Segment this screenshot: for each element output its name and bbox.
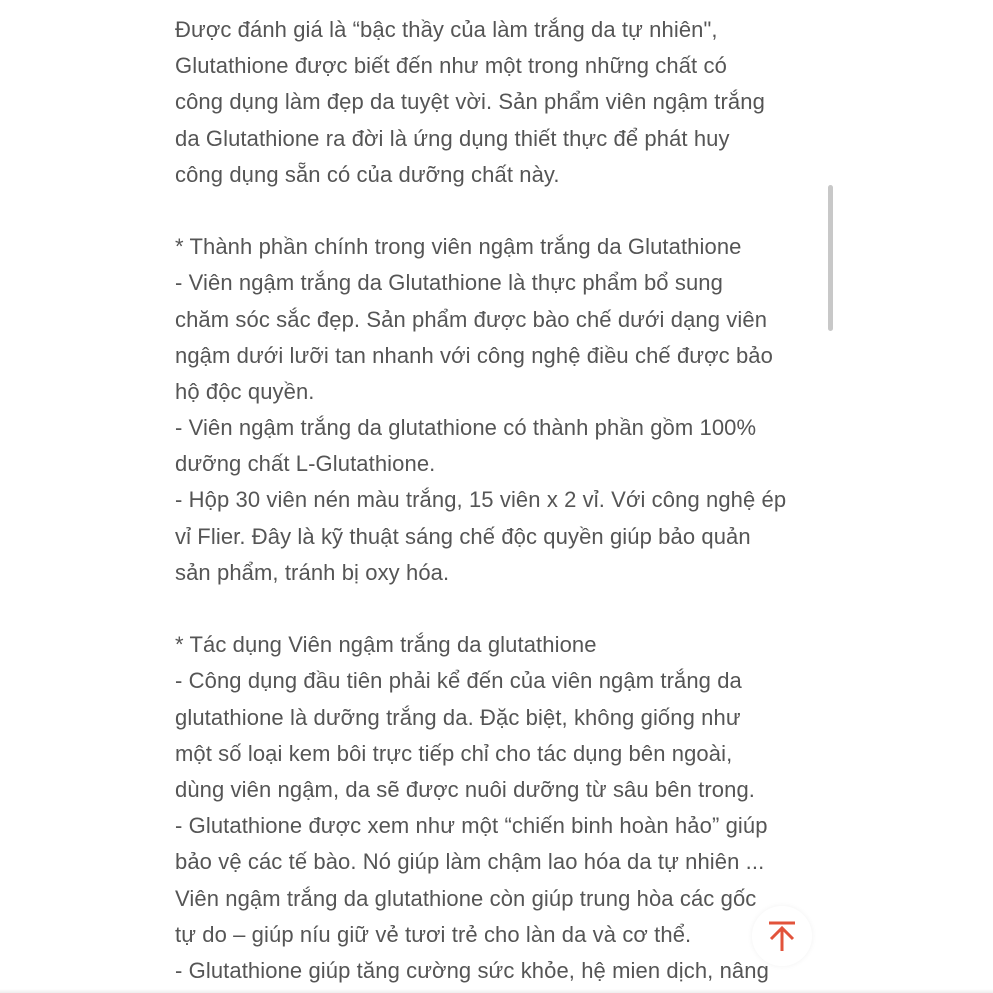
description-line: - Glutathione giúp tăng cường sức khỏe, hệ mien dịch, nâng [175, 957, 769, 983]
description-line: - Viên ngậm trắng da glutathione có thành phần gồm 100% [175, 415, 757, 441]
description-line: - Glutathione được xem như một “chiến binh hoàn hảo” giúp [175, 813, 768, 839]
description-line: * Tác dụng Viên ngậm trắng da glutathione [175, 632, 597, 658]
description-line: - Hộp 30 viên nén màu trắng, 15 viên x 2 vỉ. Với công nghệ ép [175, 487, 787, 513]
description-line: Được đánh giá là “bậc thầy của làm trắng da tự nhiên", [175, 17, 718, 42]
description-line: tự do – giúp níu giữ vẻ tươi trẻ cho làn da và cơ thể. [175, 921, 692, 947]
description-line: - Công dụng đầu tiên phải kể đến của viên ngậm trắng da [175, 668, 742, 694]
description-line: hộ độc quyền. [175, 378, 315, 404]
description-line: Glutathione được biết đến như một trong những chất có [175, 53, 727, 79]
description-line: * Thành phần chính trong viên ngậm trắng da Glutathione [175, 234, 742, 260]
description-line: bảo vệ các tế bào. Nó giúp làm chậm lao hóa da tự nhiên ... [175, 849, 765, 875]
blank-line [175, 193, 835, 229]
description-line: - Viên ngậm trắng da Glutathione là thực phẩm bổ sung [175, 270, 723, 296]
description-line: vỉ Flier. Đây là kỹ thuật sáng chế độc quyền giúp bảo quản [175, 523, 751, 549]
description-line: công dụng làm đẹp da tuyệt vời. Sản phẩm viên ngậm trắng [175, 89, 765, 115]
description-line: dùng viên ngậm, da sẽ được nuôi dưỡng từ sâu bên trong. [175, 776, 756, 802]
description-line: dưỡng chất L-Glutathione. [175, 451, 436, 477]
description-line: công dụng sẵn có của dưỡng chất này. [175, 161, 560, 187]
product-description [175, 12, 835, 989]
description-line: ngậm dưới lưỡi tan nhanh với công nghệ điều chế được bảo [175, 342, 773, 368]
description-line: chăm sóc sắc đẹp. Sản phẩm được bào chế dưới dạng viên [175, 306, 768, 332]
description-line: một số loại kem bôi trực tiếp chỉ cho tác dụng bên ngoài, [175, 740, 733, 766]
description-line: Viên ngậm trắng da glutathione còn giúp trung hòa các gốc [175, 885, 757, 911]
description-line: sản phẩm, tránh bị oxy hóa. [175, 559, 450, 585]
blank-line [175, 591, 835, 627]
description-line: glutathione là dưỡng trắng da. Đặc biệt, không giống như [175, 704, 741, 730]
description-line: da Glutathione ra đời là ứng dụng thiết thực để phát huy [175, 125, 730, 151]
bottom-edge [0, 989, 993, 993]
